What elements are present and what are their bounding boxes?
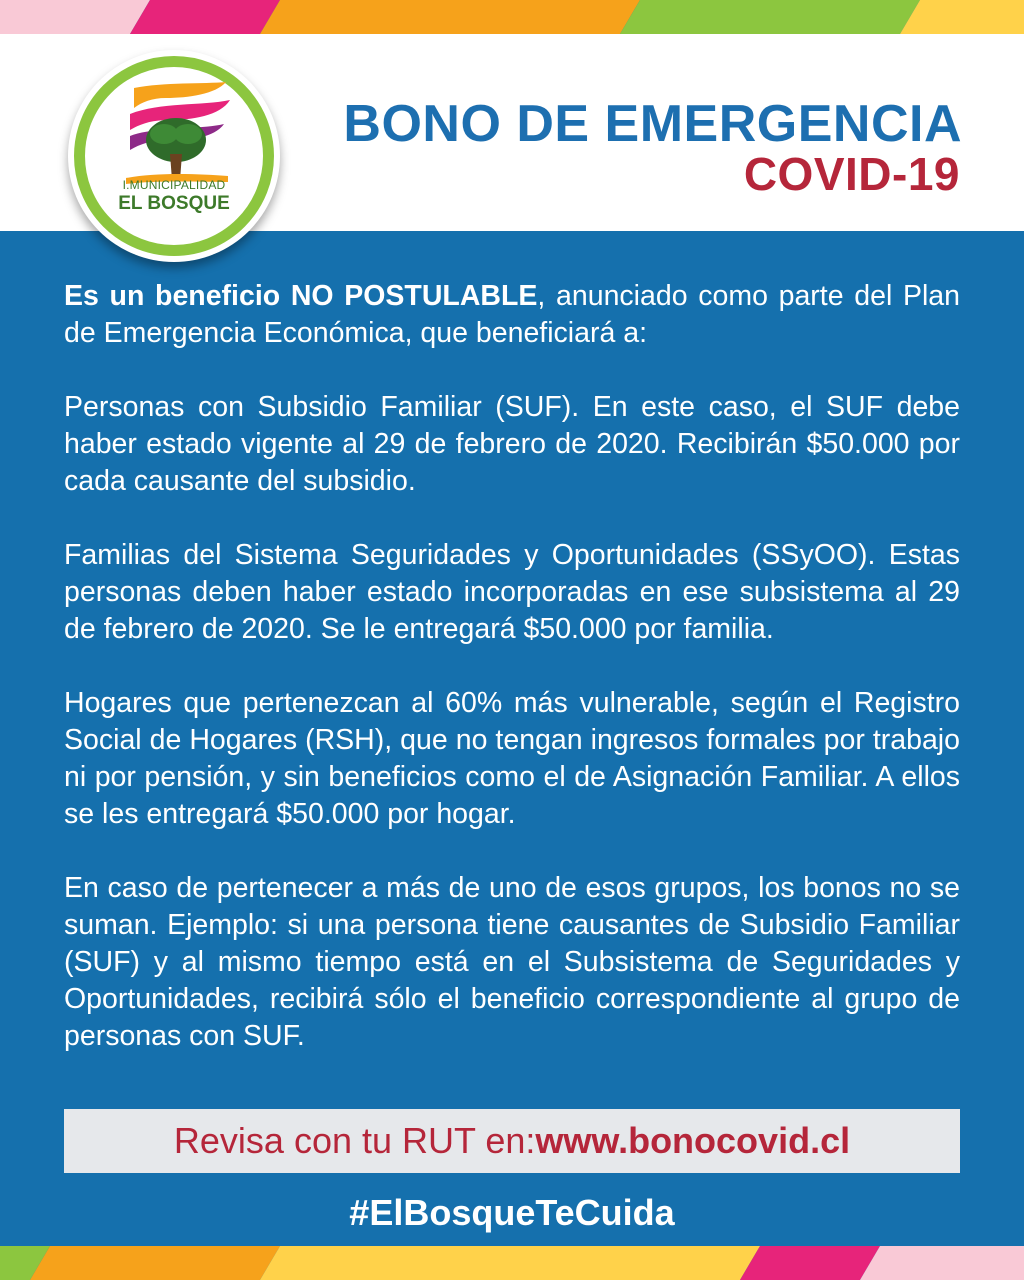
hashtag: #ElBosqueTeCuida — [349, 1192, 675, 1233]
paragraph-suf: Personas con Subsidio Familiar (SUF). En este caso, el SUF debe haber estado vigente al 29 de febrero de 2020. Recibirán $50.000 por cada causante del subsidio. — [64, 391, 960, 497]
body-text — [64, 278, 960, 1092]
municipality-logo — [68, 50, 280, 262]
intro-rest: , anunciado como parte del Plan de Emergencia Económica, que beneficiará a: — [64, 280, 960, 349]
logo-text-municipalidad: I.MUNICIPALIDAD — [122, 178, 226, 192]
paragraph-no-suman: En caso de pertenecer a más de uno de esos grupos, los bonos no se suman. Ejemplo: si una persona tiene causantes de Subsidio Familiar (SUF) y al mismo tiempo está en el Subsistema de Seguridades y Oportunidades, recibirá sólo el beneficio correspondiente al grupo de personas con SUF. — [64, 872, 960, 1052]
intro-bold: Es un beneficio NO POSTULABLE — [64, 280, 538, 312]
tree-icon — [104, 80, 244, 190]
rut-callout — [64, 1109, 960, 1173]
bottom-color-stripe — [0, 1246, 1024, 1280]
paragraph-rsh: Hogares que pertenezcan al 60% más vulnerable, según el Registro Social de Hogares (RSH), que no tengan ingresos formales por trabajo ni por pensión, y sin beneficios como el de Asignación Familiar. A ellos se les entregará $50.000 por hogar. — [64, 687, 960, 830]
paragraph-ssyoo: Familias del Sistema Seguridades y Oportunidades (SSyOO). Estas personas deben haber estado incorporadas en ese subsistema al 29 de febrero de 2020. Se le entregará $50.000 por familia. — [64, 539, 960, 645]
title-bono-emergencia: BONO DE EMERGENCIA — [343, 95, 962, 153]
bonocovid-link[interactable]: www.bonocovid.cl — [535, 1120, 851, 1161]
title-covid: COVID-19 — [743, 148, 960, 200]
logo-text-el-bosque: EL BOSQUE — [118, 193, 230, 214]
top-color-stripe — [0, 0, 1024, 34]
rut-label: Revisa con tu RUT en: — [173, 1120, 536, 1161]
paragraph-intro — [64, 278, 960, 352]
